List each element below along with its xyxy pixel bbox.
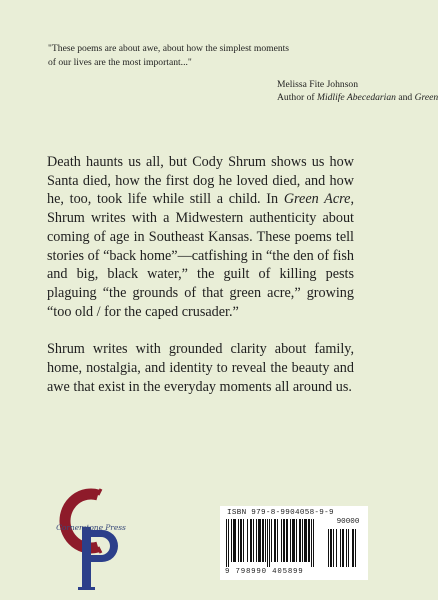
publisher-name: Cornerstone Press xyxy=(56,523,126,532)
endorser-name: Melissa Fite Johnson xyxy=(277,79,359,90)
barcode-bars xyxy=(226,519,326,567)
book-title: Green Acre xyxy=(283,191,351,208)
isbn-label: ISBN 979-8-9904058-9-9 xyxy=(227,509,334,517)
cp-monogram-icon xyxy=(48,485,128,595)
description-paragraph: Death haunts us all, but Cody Shrum shows us how Santa died, how the first dog he loved died, and how he, too, took life while still a child. In Green Acre, Shrum writes with a Midwestern authenticity about coming of age in Southeast Kansas. These poems tell stories of “back home”—catfishing in “the den of fish and big, black water,” the guilt of killing pests plaguing “the grounds of that green acre,” growing “too old / for the caped crusader.” xyxy=(47,154,354,320)
endorsement-attribution: Melissa Fite Johnson Author of Midlife Abecedarian and Green xyxy=(277,79,438,103)
quote-line: of our lives are the most important..." xyxy=(48,56,192,68)
endorsement-blurb xyxy=(48,42,438,104)
quote-line: "These poems are about awe, about how the simplest moments xyxy=(48,43,290,54)
price-addon-number: 90000 xyxy=(336,518,360,526)
addon-barcode-bars xyxy=(328,529,366,577)
barcode-number: 9 798990 405899 xyxy=(225,568,304,576)
description-paragraph: Shrum writes with grounded clarity about family, home, nostalgia, and identity to reveal the beauty and awe that exist in the everyday moments all around us. xyxy=(47,341,354,395)
book-description xyxy=(47,153,354,396)
endorser-book-title: Green xyxy=(414,92,438,103)
publisher-logo xyxy=(48,485,128,595)
endorser-book-title: Midlife Abecedarian xyxy=(316,92,396,103)
endorsement-quote xyxy=(48,42,368,69)
isbn-barcode xyxy=(220,506,368,580)
